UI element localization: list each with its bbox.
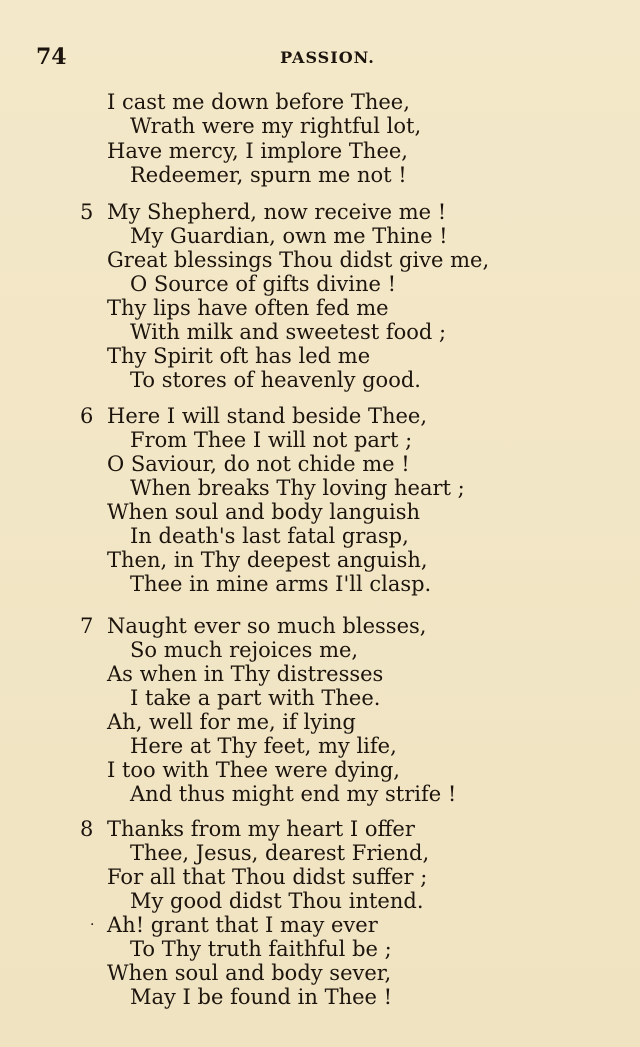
stanza-line: I take a part with Thee.: [130, 686, 381, 710]
stanza-line: Ah! grant that I may ever: [107, 913, 378, 937]
stanza-line: For all that Thou didst suffer ;: [107, 865, 428, 889]
stanza-line: From Thee I will not part ;: [130, 428, 413, 452]
stanza-line: In death's last fatal grasp,: [130, 524, 409, 548]
verse-number: 5: [80, 200, 94, 224]
stanza-line: My good didst Thou intend.: [130, 889, 424, 913]
stanza-line: And thus might end my strife !: [130, 782, 457, 806]
stanza-line: Redeemer, spurn me not !: [130, 163, 407, 187]
page-number: 74: [36, 44, 67, 70]
stanza-line: Thy lips have often fed me: [107, 296, 389, 320]
stanza-line: When soul and body sever,: [107, 961, 392, 985]
stanza-line: To stores of heavenly good.: [130, 368, 421, 392]
stanza-line: My Guardian, own me Thine !: [130, 224, 448, 248]
verse-number: 7: [80, 614, 94, 638]
stanza-line: Naught ever so much blesses,: [107, 614, 427, 638]
verse-number: 6: [80, 404, 94, 428]
stanza-line: Wrath were my rightful lot,: [130, 114, 422, 138]
stanza-line: With milk and sweetest food ;: [130, 320, 447, 344]
stanza-line: Thee, Jesus, dearest Friend,: [130, 841, 430, 865]
stanza-line: When breaks Thy loving heart ;: [130, 476, 465, 500]
stanza-line: I too with Thee were dying,: [107, 758, 400, 782]
stanza-line: Ah, well for me, if lying: [107, 710, 356, 734]
stanza-line: Here I will stand beside Thee,: [107, 404, 428, 428]
stanza-line: O Source of gifts divine !: [130, 272, 397, 296]
stanza-line: As when in Thy distresses: [107, 662, 384, 686]
verse-number: 8: [80, 817, 94, 841]
stanza-line: Then, in Thy deepest anguish,: [107, 548, 428, 572]
stanza-line: When soul and body languish: [107, 500, 421, 524]
stanza-line: Here at Thy feet, my life,: [130, 734, 397, 758]
stanza-line: So much rejoices me,: [130, 638, 359, 662]
stanza-line: May I be found in Thee !: [130, 985, 393, 1009]
stanza-line: I cast me down before Thee,: [107, 90, 410, 114]
running-title: PASSION.: [280, 48, 375, 67]
stanza-line: Thy Spirit oft has led me: [107, 344, 371, 368]
stanza-line: To Thy truth faithful be ;: [130, 937, 392, 961]
stanza-line: O Saviour, do not chide me !: [107, 452, 410, 476]
stanza-line: Have mercy, I implore Thee,: [107, 139, 408, 163]
stanza-line: Thee in mine arms I'll clasp.: [130, 572, 432, 596]
stanza-line: Thanks from my heart I offer: [107, 817, 415, 841]
stanza-line: Great blessings Thou didst give me,: [107, 248, 490, 272]
margin-mark: ·: [90, 917, 95, 933]
stanza-line: My Shepherd, now receive me !: [107, 200, 447, 224]
